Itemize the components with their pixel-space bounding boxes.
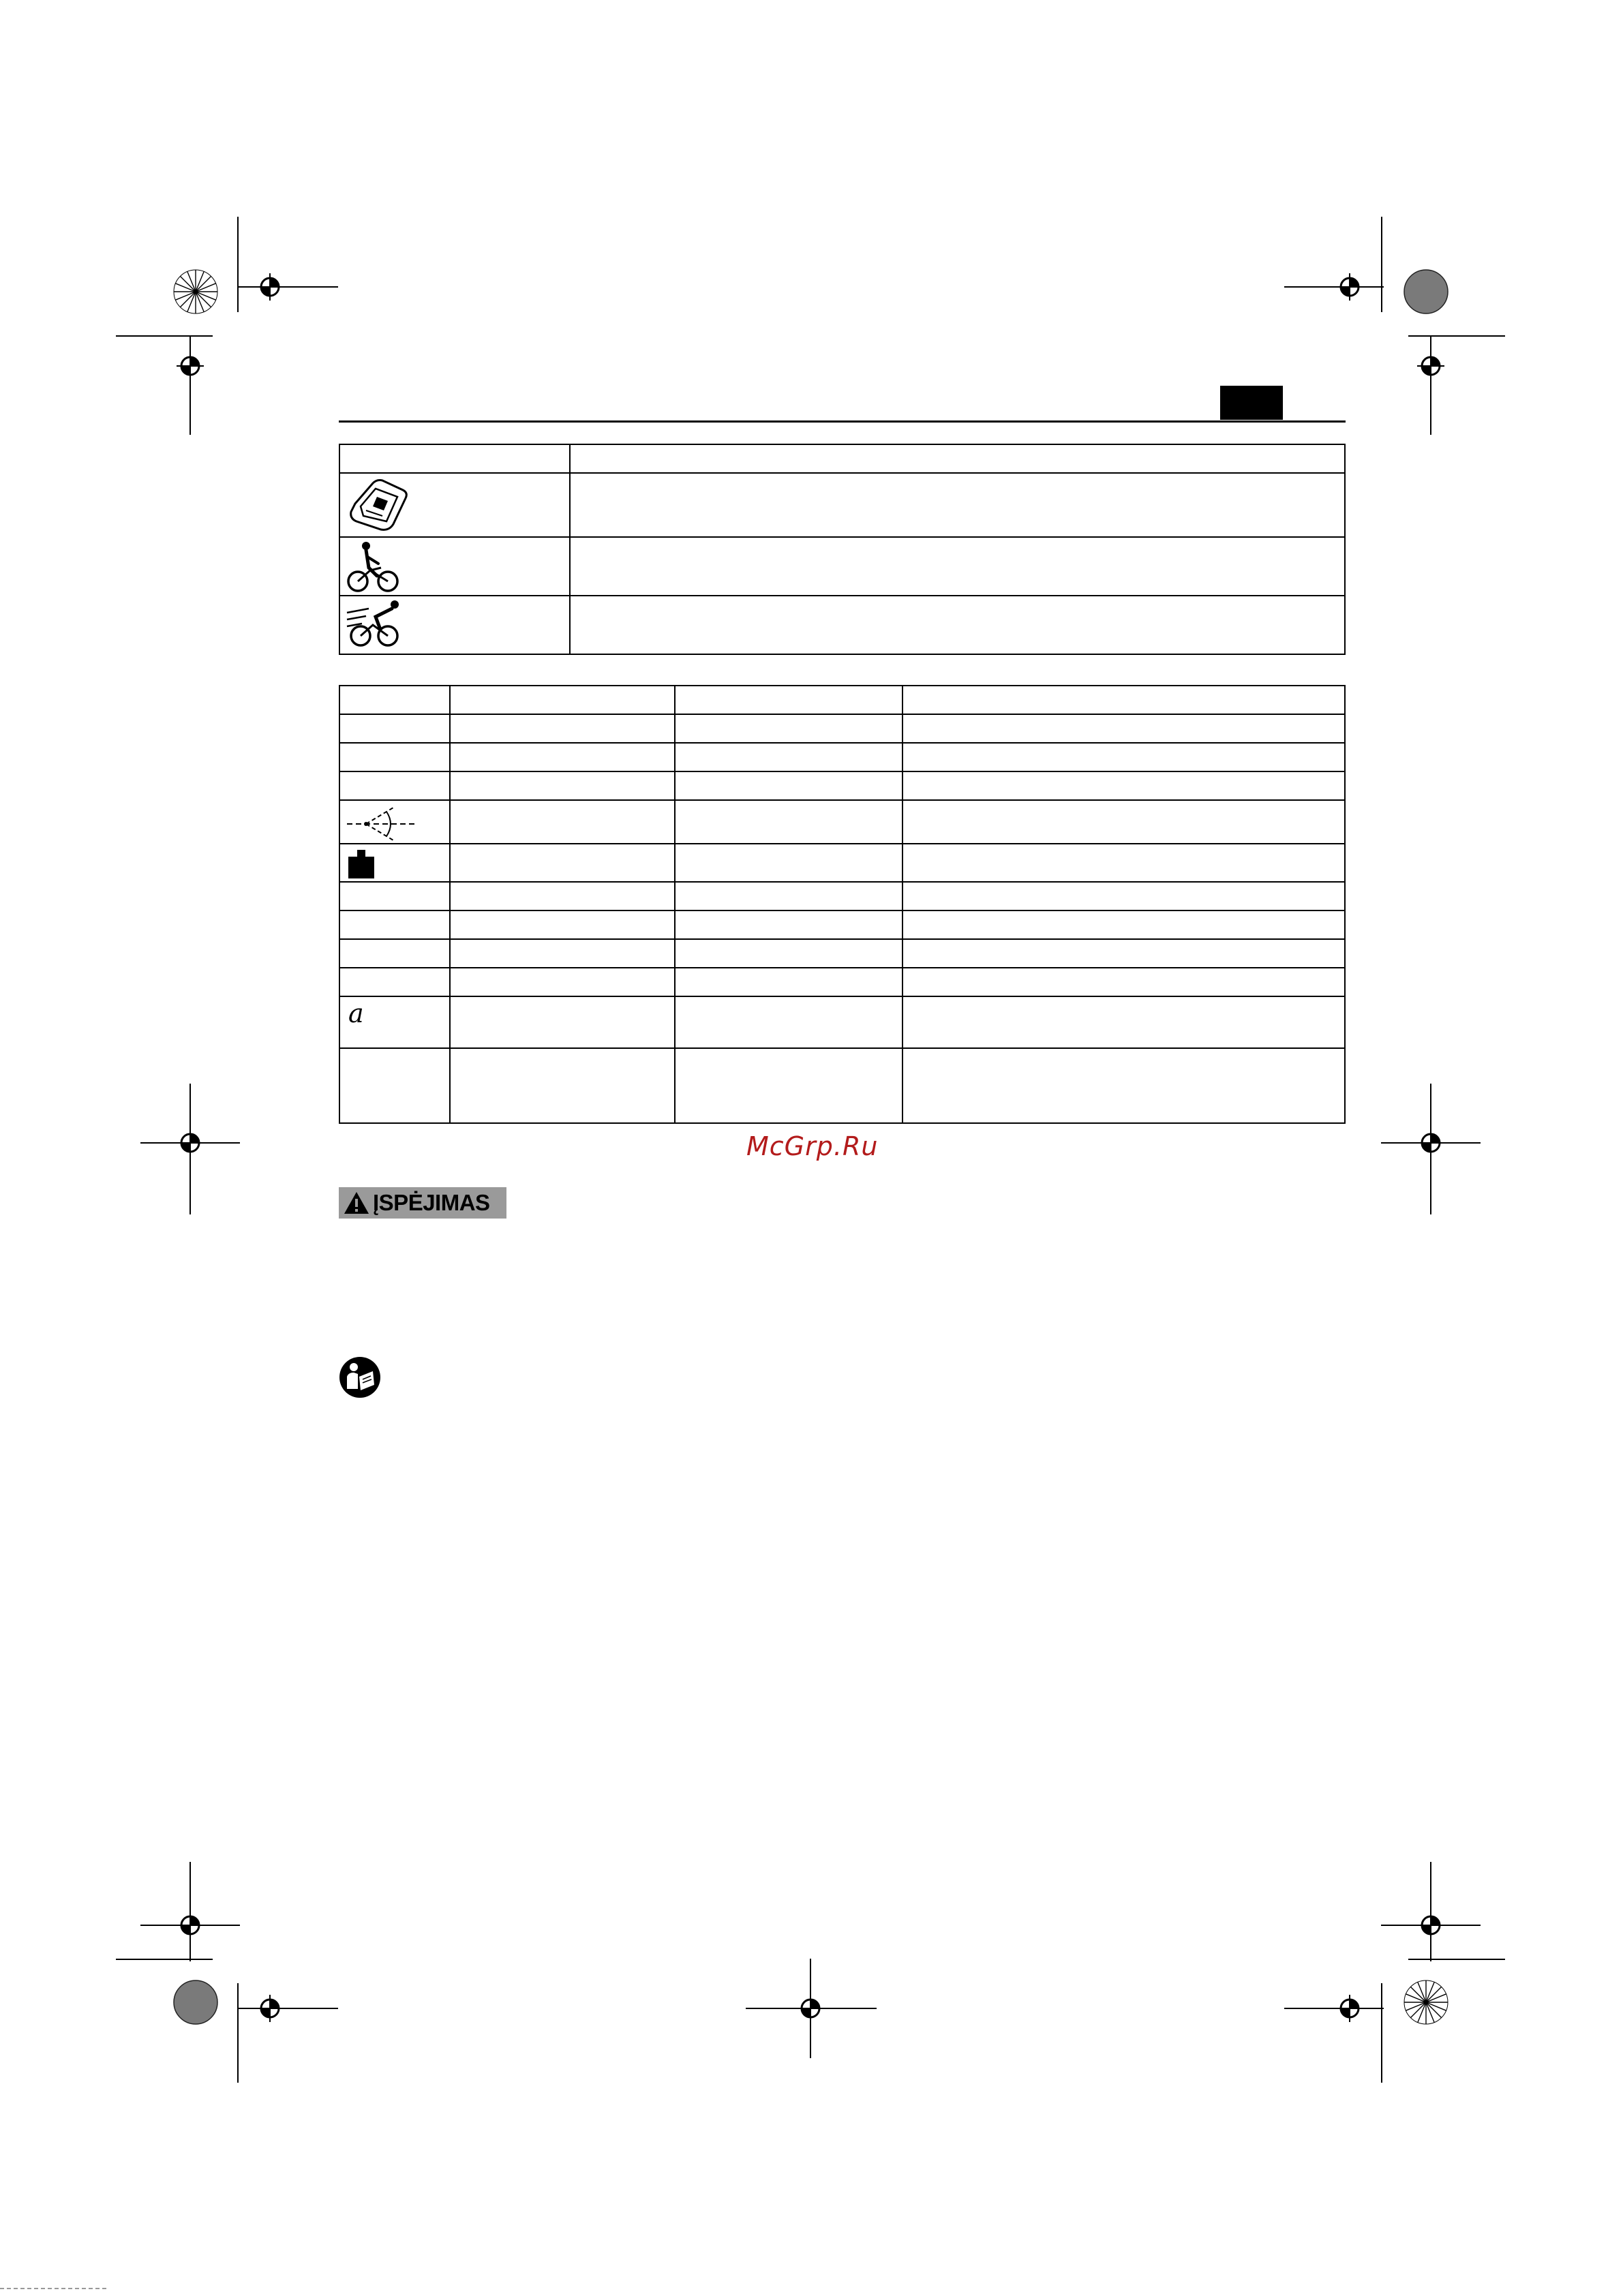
table-cell	[902, 771, 1345, 800]
table-cell	[339, 686, 450, 714]
table-cell	[339, 882, 450, 910]
table-row	[339, 743, 1345, 771]
crop-mark	[116, 1959, 213, 1960]
table-cell	[675, 800, 902, 844]
table-cell	[450, 996, 675, 1048]
table-cell	[339, 996, 450, 1048]
table-cell	[450, 1048, 675, 1123]
crop-mark	[239, 286, 338, 288]
crop-mark	[1408, 1959, 1505, 1960]
table-cell	[339, 743, 450, 771]
table-row	[339, 968, 1345, 996]
registration-mark-icon	[1336, 273, 1363, 301]
table-cell	[675, 686, 902, 714]
crop-mark	[237, 1983, 239, 2083]
table-row	[339, 686, 1345, 714]
warning-badge	[339, 1187, 506, 1219]
table-row	[339, 596, 1345, 654]
crop-mark	[1284, 286, 1384, 288]
table-cell	[902, 996, 1345, 1048]
table-cell	[450, 743, 675, 771]
battery-charger-icon	[346, 476, 411, 536]
warning-triangle-icon	[343, 1191, 370, 1215]
angle-symbol-icon	[346, 803, 421, 842]
fast-cyclist-icon	[346, 599, 404, 651]
table-cell	[450, 910, 675, 939]
registration-mark-icon	[256, 1995, 284, 2022]
table-row	[339, 771, 1345, 800]
technical-data-table	[339, 685, 1346, 1124]
header-rule	[339, 420, 1346, 423]
table-cell	[570, 473, 1345, 537]
table-cell	[675, 996, 902, 1048]
table-cell	[450, 939, 675, 968]
table-cell	[902, 910, 1345, 939]
crop-mark	[239, 2008, 338, 2009]
table-cell	[339, 596, 570, 654]
table-cell	[675, 882, 902, 910]
table-cell	[902, 743, 1345, 771]
table-cell	[675, 844, 902, 882]
table-cell	[450, 800, 675, 844]
table-row	[339, 996, 1345, 1048]
table-row	[339, 939, 1345, 968]
language-tab	[1220, 386, 1283, 420]
table-cell	[339, 939, 450, 968]
grey-calibration-disc-icon	[1404, 269, 1448, 314]
table-row	[339, 444, 1345, 473]
table-cell	[339, 968, 450, 996]
table-cell	[450, 686, 675, 714]
crop-mark	[116, 335, 213, 337]
table-cell	[339, 844, 450, 882]
crop-mark	[189, 335, 191, 435]
grey-calibration-disc-icon	[173, 1980, 218, 2025]
registration-mark-icon	[797, 1995, 824, 2022]
table-cell	[450, 882, 675, 910]
crop-mark	[1284, 2008, 1384, 2009]
table-cell	[339, 714, 450, 743]
crop-mark	[1381, 1983, 1382, 2083]
alpha-symbol: a	[348, 998, 364, 1028]
crop-mark	[1408, 335, 1505, 337]
read-manual-icon	[339, 1356, 381, 1398]
table-cell	[450, 844, 675, 882]
table-cell	[339, 771, 450, 800]
table-cell	[675, 1048, 902, 1123]
pedal-assist-cyclist-icon	[346, 540, 400, 595]
table-cell	[675, 743, 902, 771]
table-cell	[339, 473, 570, 537]
table-cell	[570, 537, 1345, 596]
table-cell	[902, 939, 1345, 968]
registration-mark-icon	[1417, 1129, 1444, 1157]
registration-mark-icon	[256, 273, 284, 301]
table-cell	[675, 714, 902, 743]
table-cell	[675, 939, 902, 968]
table-cell	[902, 800, 1345, 844]
table-cell	[450, 714, 675, 743]
symbol-table	[339, 444, 1346, 655]
table-cell	[675, 771, 902, 800]
registration-mark-icon	[1417, 352, 1444, 380]
table-row	[339, 800, 1345, 844]
star-calibration-icon	[173, 269, 218, 314]
table-row	[339, 1048, 1345, 1123]
table-cell	[339, 910, 450, 939]
table-cell	[450, 771, 675, 800]
weight-symbol-icon	[347, 848, 376, 880]
table-cell	[339, 444, 570, 473]
table-cell	[570, 444, 1345, 473]
registration-mark-icon	[1417, 1912, 1444, 1939]
watermark-text: McGrp.Ru	[746, 1131, 879, 1161]
table-cell	[450, 968, 675, 996]
table-cell	[902, 882, 1345, 910]
table-cell	[902, 686, 1345, 714]
table-cell	[675, 910, 902, 939]
crop-mark	[1381, 217, 1382, 312]
table-cell	[902, 714, 1345, 743]
registration-mark-icon	[177, 352, 204, 380]
table-cell	[902, 844, 1345, 882]
crop-mark	[1430, 335, 1431, 435]
crop-mark	[237, 217, 239, 312]
warning-label: ĮSPĖJIMAS	[373, 1190, 490, 1215]
star-calibration-icon	[1404, 1980, 1448, 2025]
table-cell	[339, 1048, 450, 1123]
scan-edge-artifact	[0, 2287, 109, 2290]
table-cell	[339, 537, 570, 596]
table-row	[339, 844, 1345, 882]
table-cell	[675, 968, 902, 996]
table-cell	[339, 800, 450, 844]
table-cell	[902, 1048, 1345, 1123]
table-row	[339, 910, 1345, 939]
table-row	[339, 473, 1345, 537]
table-cell	[902, 968, 1345, 996]
table-row	[339, 714, 1345, 743]
table-cell	[570, 596, 1345, 654]
registration-mark-icon	[177, 1912, 204, 1939]
registration-mark-icon	[1336, 1995, 1363, 2022]
registration-mark-icon	[177, 1129, 204, 1157]
table-row	[339, 537, 1345, 596]
table-row	[339, 882, 1345, 910]
